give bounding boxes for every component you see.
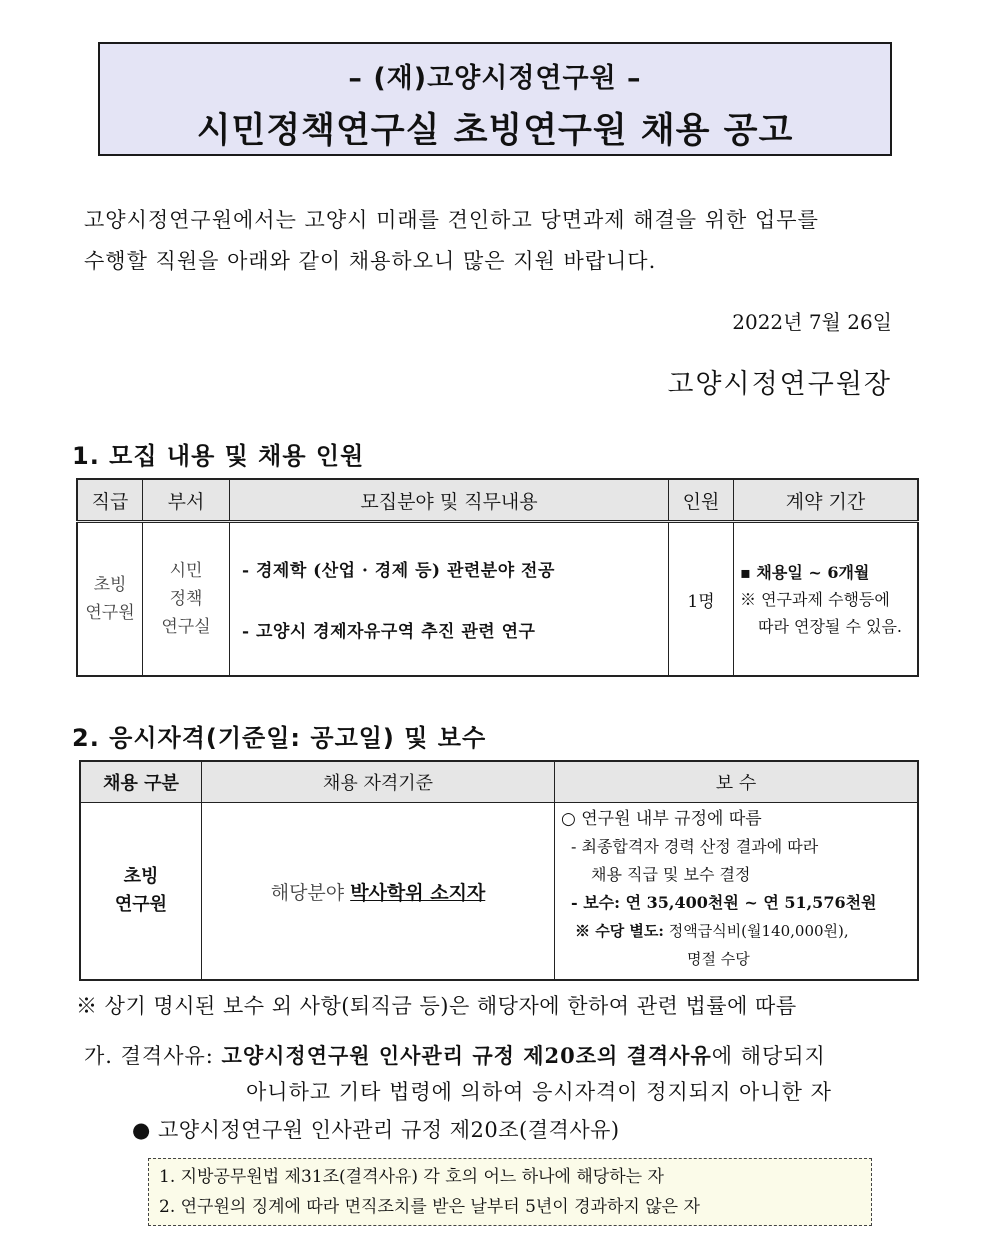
list-item: 1. 지방공무원법 제31조(결격사유) 각 호의 어느 하나에 해당하는 자: [159, 1167, 664, 1187]
rank-line: 연구원: [85, 603, 135, 623]
pay-line: 명절 수당: [687, 950, 750, 968]
disqualification-label: 가. 결격사유:: [84, 1044, 214, 1068]
term-cell: [734, 522, 919, 677]
term-line: ▪ 채용일 ~ 6개월: [740, 562, 870, 582]
disqualification-rest: 에 해당되지: [711, 1044, 826, 1068]
qualification-table: [79, 760, 919, 981]
intro-paragraph: [84, 200, 922, 282]
type-line: 연구원: [114, 894, 168, 915]
qual-requirement: 박사학위 소지자: [350, 881, 486, 904]
pay-line: - 보수: 연 35,400천원 ~ 연 51,576천원: [571, 893, 877, 912]
rule-bullet-text: 고양시정연구원 인사관리 규정 제20조(결격사유): [158, 1118, 620, 1142]
disqualification-line: [84, 1040, 826, 1070]
table-row: [77, 522, 918, 677]
disqualification-line2: 아니하고 기타 법령에 의하여 응시자격이 정지되지 아니한 자: [246, 1080, 832, 1104]
qualification-cell: [202, 803, 555, 981]
section2-heading: 2. 응시자격(기준일: 공고일) 및 보수: [72, 724, 487, 752]
duty-cell: [230, 522, 669, 677]
pay-allowance-text: 정액급식비(월140,000원),: [668, 922, 849, 940]
pay-cell: [555, 803, 919, 981]
announcement-date: 2022년 7월 26일: [732, 310, 892, 334]
col-header: 보 수: [555, 761, 919, 803]
col-header: 모집분야 및 직무내용: [230, 479, 669, 522]
type-line: 초빙: [123, 866, 159, 887]
title-box: [98, 42, 892, 156]
bullet-icon: ●: [132, 1118, 151, 1142]
type-cell: [80, 803, 202, 981]
pay-line: ○ 연구원 내부 규정에 따름: [561, 809, 762, 829]
col-header: 채용 자격기준: [202, 761, 555, 803]
col-header: 채용 구분: [80, 761, 202, 803]
org-subtitle: – (재)고양시정연구원 –: [348, 63, 642, 94]
recruitment-table: [76, 478, 919, 677]
list-item: 2. 연구원의 징계에 따라 면직조치를 받은 날부터 5년이 경과하지 않은 자: [159, 1197, 700, 1217]
dept-cell: [143, 522, 230, 677]
rule-bullet: [132, 1114, 620, 1144]
pay-line: 채용 직급 및 보수 결정: [591, 865, 751, 884]
pay-note: ※ 상기 명시된 보수 외 사항(퇴직금 등)은 해당자에 한하여 관련 법률에 따름: [76, 994, 797, 1018]
count-cell: 1명: [669, 522, 734, 677]
term-line: 따라 연장될 수 있음.: [758, 616, 902, 636]
col-header: 인원: [669, 479, 734, 522]
rank-cell: [77, 522, 143, 677]
pay-line: - 최종합격자 경력 산정 결과에 따라: [571, 837, 819, 856]
dept-line: 시민: [169, 561, 203, 581]
pay-allowance-label: ※ 수당 별도:: [575, 922, 664, 940]
rank-line: 초빙: [93, 575, 127, 595]
intro-line: 고양시정연구원에서는 고양시 미래를 견인하고 당면과제 해결을 위한 업무를: [84, 208, 819, 232]
section1-heading: 1. 모집 내용 및 채용 인원: [72, 442, 365, 470]
table-row: [80, 803, 918, 981]
signer: 고양시정연구원장: [667, 369, 892, 400]
dept-line: 정책: [169, 589, 203, 609]
intro-line: 수행할 직원을 아래와 같이 채용하오니 많은 지원 바랍니다.: [84, 249, 657, 273]
col-header: 직급: [77, 479, 143, 522]
col-header: 부서: [143, 479, 230, 522]
dept-line: 연구실: [161, 617, 211, 637]
disqualification-rule: 고양시정연구원 인사관리 규정 제20조의 결격사유: [221, 1043, 712, 1068]
term-line: ※ 연구과제 수행등에: [740, 589, 890, 609]
duty-item: - 경제학 (산업 · 경제 등) 관련분야 전공: [242, 561, 555, 581]
rule-list-box: [148, 1158, 872, 1226]
qual-prefix: 해당분야: [270, 881, 345, 904]
col-header: 계약 기간: [734, 479, 919, 522]
pay-allowance: [561, 917, 911, 945]
duty-item: - 고양시 경제자유구역 추진 관련 연구: [242, 622, 536, 642]
page-title: 시민정책연구실 초빙연구원 채용 공고: [196, 111, 794, 151]
